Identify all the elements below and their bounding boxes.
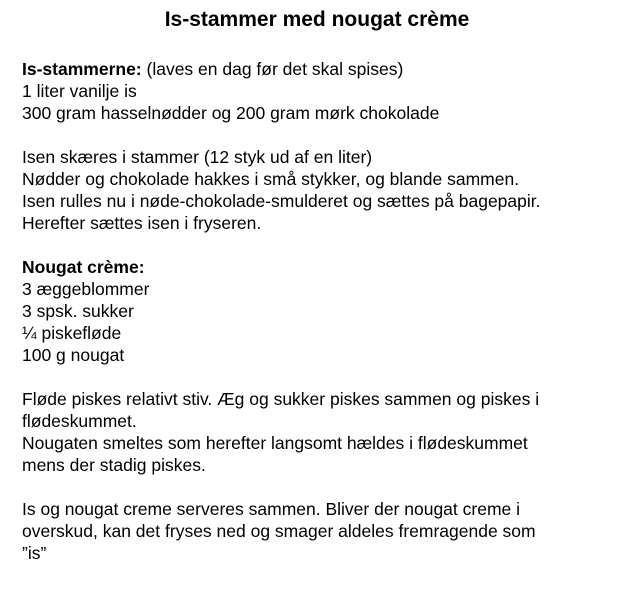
section-heading: Is-stammerne: — [22, 59, 142, 79]
ingredient-line: 300 gram hasselnødder og 200 gram mørk chokolade — [22, 103, 440, 123]
instruction-line: Nødder og chokolade hakkes i små stykker, og blande sammen. — [22, 169, 520, 189]
section-heading-note: (laves en dag før det skal spises) — [141, 59, 404, 79]
serving-line: Is og nougat creme serveres sammen. Bliver der nougat creme i — [22, 499, 520, 519]
ingredient-line: 3 spsk. sukker — [22, 301, 134, 321]
instruction-line: Nougaten smeltes som herefter langsomt hældes i flødeskummet — [22, 433, 528, 453]
ingredient-line: 3 æggeblommer — [22, 279, 150, 299]
paragraph-gap — [22, 476, 622, 498]
paragraph-gap — [22, 234, 622, 256]
paragraph-gap — [22, 124, 622, 146]
paragraph-gap — [22, 366, 622, 388]
recipe-body — [22, 58, 622, 564]
instruction-line: Isen rulles nu i nøde-chokolade-smulderet og sættes på bagepapir. — [22, 191, 541, 211]
instruction-line: Fløde piskes relativt stiv. Æg og sukker piskes sammen og piskes i — [22, 389, 540, 409]
section-nougat-heading: Nougat crème: — [22, 257, 145, 277]
ingredient-line: ¼ piskefløde — [22, 323, 122, 343]
recipe-title: Is-stammer med nougat crème — [164, 8, 470, 31]
serving-line: ”is” — [22, 543, 47, 563]
ingredient-line: 100 g nougat — [22, 345, 125, 365]
instruction-line: flødeskummet. — [22, 411, 137, 431]
serving-line: overskud, kan det fryses ned og smager aldeles fremragende som — [22, 521, 536, 541]
instruction-line: Herefter sættes isen i fryseren. — [22, 213, 262, 233]
ingredient-line: 1 liter vanilje is — [22, 81, 137, 101]
instruction-line: Isen skæres i stammer (12 styk ud af en liter) — [22, 147, 373, 167]
section-is-stammer-heading-line — [22, 58, 622, 80]
instruction-line: mens der stadig piskes. — [22, 455, 206, 475]
